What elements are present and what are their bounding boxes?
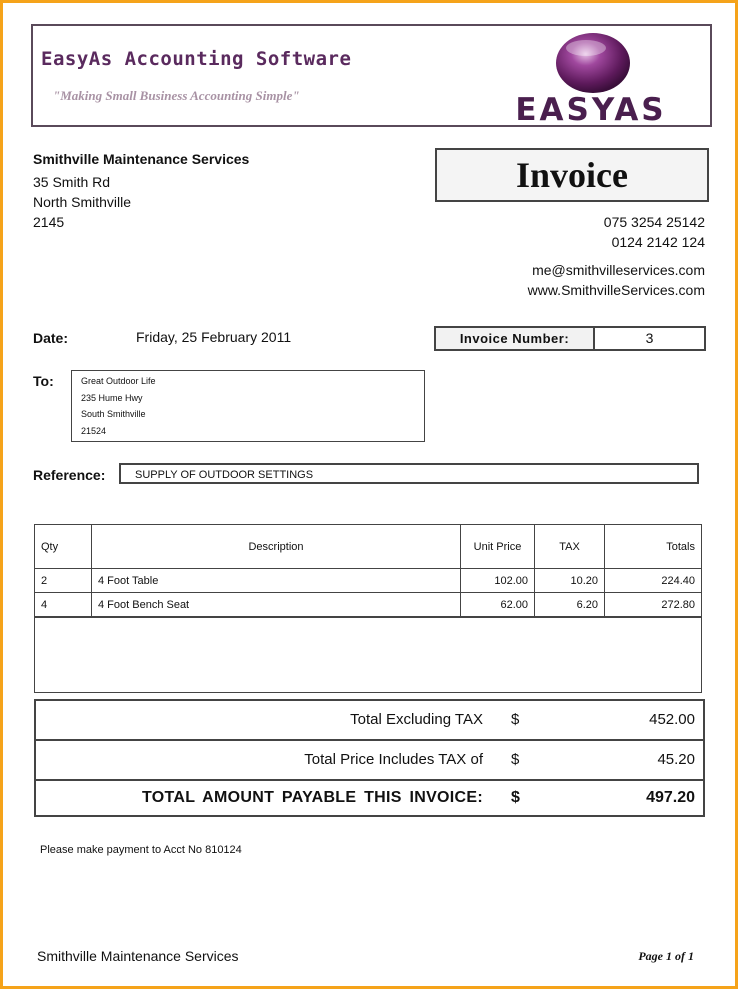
cell-total: 272.80 <box>605 593 702 618</box>
currency-symbol: $ <box>511 711 520 728</box>
col-header-tax: TAX <box>535 525 605 569</box>
tax-label: Total Price Includes TAX of <box>304 751 483 768</box>
currency-symbol: $ <box>511 751 520 768</box>
cell-tax: 6.20 <box>535 593 605 618</box>
grand-total-value: 497.20 <box>646 789 695 806</box>
col-header-qty: Qty <box>35 525 92 569</box>
grand-total-row <box>36 781 703 815</box>
reference-label: Reference: <box>33 467 106 483</box>
company-phone-1: 075 3254 25142 <box>603 214 705 230</box>
table-row <box>35 593 702 618</box>
footer-company: Smithville Maintenance Services <box>37 948 239 964</box>
cell-description: 4 Foot Table <box>92 569 461 593</box>
date-value: Friday, 25 February 2011 <box>136 329 292 345</box>
reference-value: SUPPLY OF OUTDOOR SETTINGS <box>119 463 699 484</box>
company-postcode: 2145 <box>33 214 65 230</box>
recipient-line: 21524 <box>81 425 107 436</box>
cell-unit-price: 102.00 <box>461 569 535 593</box>
invoice-title: Invoice <box>516 155 628 195</box>
recipient-line: 235 Hume Hwy <box>81 392 143 403</box>
total-excluding-tax-row <box>36 701 703 741</box>
col-header-totals: Totals <box>605 525 702 569</box>
company-email: me@smithvilleservices.com <box>532 262 705 278</box>
cell-qty: 4 <box>35 593 92 618</box>
cell-tax: 10.20 <box>535 569 605 593</box>
cell-description: 4 Foot Bench Seat <box>92 593 461 618</box>
logo-wordmark: EASYAS <box>515 92 667 122</box>
tax-value: 45.20 <box>657 751 695 768</box>
total-excluding-tax-value: 452.00 <box>649 711 695 728</box>
company-street: 35 Smith Rd <box>33 174 111 190</box>
recipient-address-box <box>71 370 425 442</box>
cell-unit-price: 62.00 <box>461 593 535 618</box>
page-number: Page 1 of 1 <box>638 949 694 963</box>
to-label: To: <box>33 373 54 389</box>
recipient-line: Great Outdoor Life <box>81 376 156 386</box>
empty-cell <box>35 617 702 693</box>
currency-symbol: $ <box>511 789 520 806</box>
grand-total-label: TOTAL AMOUNT PAYABLE THIS INVOICE: <box>141 789 483 806</box>
col-header-description: Description <box>92 525 461 569</box>
table-row <box>35 569 702 593</box>
table-empty-row <box>35 617 702 693</box>
payment-note: Please make payment to Acct No 810124 <box>40 844 242 856</box>
company-website: www.SmithvilleServices.com <box>527 282 705 298</box>
company-suburb: North Smithville <box>33 194 132 210</box>
table-header-row <box>35 525 702 569</box>
line-items-table <box>34 524 702 693</box>
invoice-number-box <box>434 326 706 351</box>
col-header-unit-price: Unit Price <box>461 525 535 569</box>
invoice-number-value: 3 <box>645 330 654 346</box>
company-phone-2: 0124 2142 124 <box>611 234 705 250</box>
tax-row <box>36 741 703 781</box>
software-header <box>31 24 712 127</box>
cell-total: 224.40 <box>605 569 702 593</box>
company-name: Smithville Maintenance Services <box>33 151 250 167</box>
invoice-number-label: Invoice Number: <box>436 328 595 349</box>
total-excluding-tax-label: Total Excluding TAX <box>350 711 483 728</box>
cell-qty: 2 <box>35 569 92 593</box>
software-tagline: "Making Small Business Accounting Simple" <box>53 88 300 103</box>
date-label: Date: <box>33 330 69 346</box>
easyas-logo <box>478 30 704 122</box>
recipient-line: South Smithville <box>81 409 146 419</box>
totals-box <box>34 699 705 817</box>
software-title: EasyAs Accounting Software <box>41 48 352 70</box>
invoice-title-box <box>435 148 709 202</box>
